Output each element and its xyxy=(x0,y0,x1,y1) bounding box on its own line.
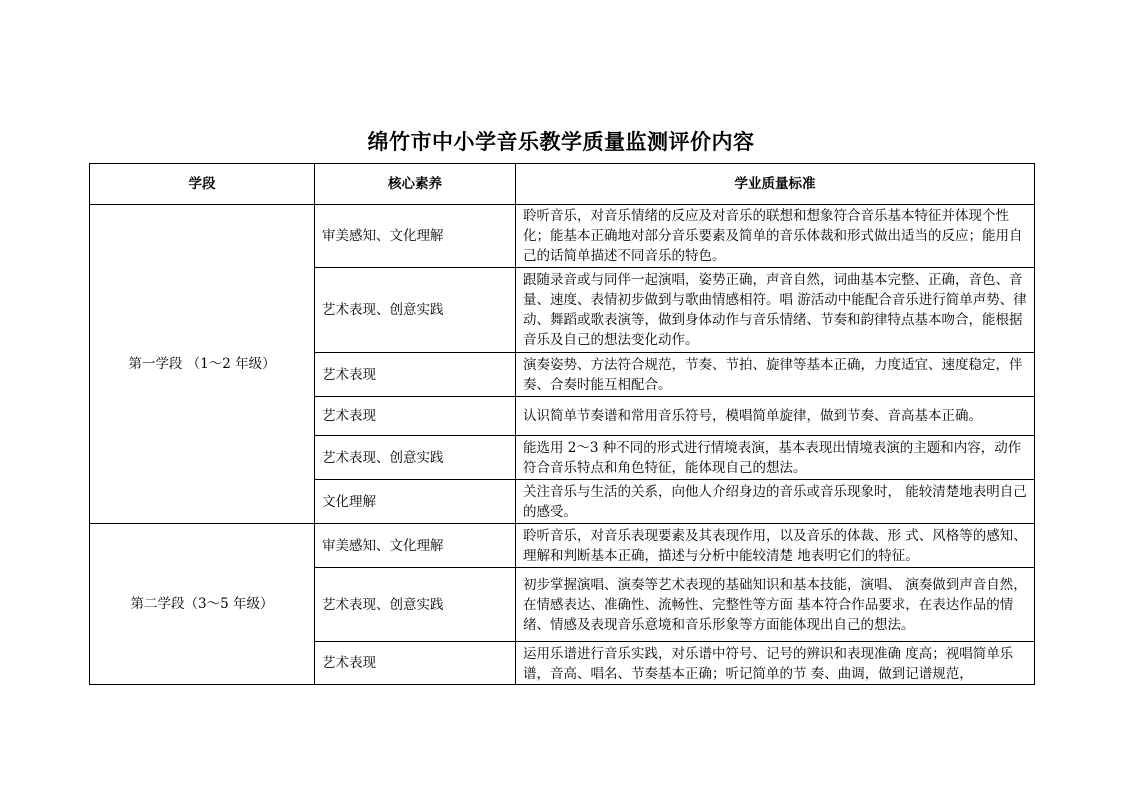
core-cell: 文化理解 xyxy=(315,480,516,524)
standard-cell: 初步掌握演唱、演奏等艺术表现的基础知识和基本技能，演唱、 演奏做到声音自然，在情感表达、准确性、流畅性、完整性等方面 基本符合作品要求，在表达作品的情绪、情感及表现音乐意境和音乐形象等方面能体现出自己的想法。 xyxy=(516,568,1035,642)
standard-cell: 聆听音乐，对音乐表现要素及其表现作用，以及音乐的体裁、形 式、风格等的感知、理解和判断基本正确，描述与分析中能较清楚 地表明它们的特征。 xyxy=(516,524,1035,568)
core-cell: 艺术表现、创意实践 xyxy=(315,568,516,642)
page-title: 绵竹市中小学音乐教学质量监测评价内容 xyxy=(367,130,755,154)
core-cell: 艺术表现、创意实践 xyxy=(315,268,516,353)
evaluation-table xyxy=(89,163,1035,685)
table-row xyxy=(90,205,1035,268)
core-cell: 艺术表现、创意实践 xyxy=(315,436,516,480)
core-cell: 艺术表现 xyxy=(315,642,516,685)
header-quality-standard: 学业质量标准 xyxy=(516,164,1035,205)
core-cell: 艺术表现 xyxy=(315,353,516,397)
standard-cell: 认识简单节奏谱和常用音乐符号，模唱简单旋律，做到节奏、音高基本正确。 xyxy=(516,397,1035,436)
standard-cell: 关注音乐与生活的关系，向他人介绍身边的音乐或音乐现象时， 能较清楚地表明自己的感受。 xyxy=(516,480,1035,524)
standard-cell: 能选用 2〜3 种不同的形式进行情境表演，基本表现出情境表演的主题和内容，动作符合音乐特点和角色特征，能体现自己的想法。 xyxy=(516,436,1035,480)
header-core-literacy: 核心素养 xyxy=(315,164,516,205)
core-cell: 艺术表现 xyxy=(315,397,516,436)
core-cell: 审美感知、文化理解 xyxy=(315,205,516,268)
standard-cell: 聆听音乐，对音乐情绪的反应及对音乐的联想和想象符合音乐基本特征并体现个性化；能基本正确地对部分音乐要素及简单的音乐体裁和形式做出适当的反应；能用自己的话简单描述不同音乐的特色。 xyxy=(516,205,1035,268)
header-stage: 学段 xyxy=(90,164,315,205)
core-cell: 审美感知、文化理解 xyxy=(315,524,516,568)
stage-cell: 第一学段 （1〜2 年级） xyxy=(90,205,315,524)
standard-cell: 跟随录音或与同伴一起演唱，姿势正确，声音自然，词曲基本完整、正确，音色、音量、速度、表情初步做到与歌曲情感相符。唱 游活动中能配合音乐进行简单声势、律动、舞蹈或歌表演等，做到身体动作与音乐情绪、节奏和韵律特点基本吻合，能根据音乐及自己的想法变化动作。 xyxy=(516,268,1035,353)
standard-cell: 运用乐谱进行音乐实践，对乐谱中符号、记号的辨识和表现准确 度高；视唱简单乐谱，音高、唱名、节奏基本正确；听记简单的节 奏、曲调，做到记谱规范， xyxy=(516,642,1035,685)
table-header-row xyxy=(90,164,1035,205)
standard-cell: 演奏姿势、方法符合规范，节奏、节拍、旋律等基本正确，力度适宜、速度稳定，伴奏、合奏时能互相配合。 xyxy=(516,353,1035,397)
table-row xyxy=(90,524,1035,568)
stage-cell: 第二学段（3〜5 年级） xyxy=(90,524,315,685)
